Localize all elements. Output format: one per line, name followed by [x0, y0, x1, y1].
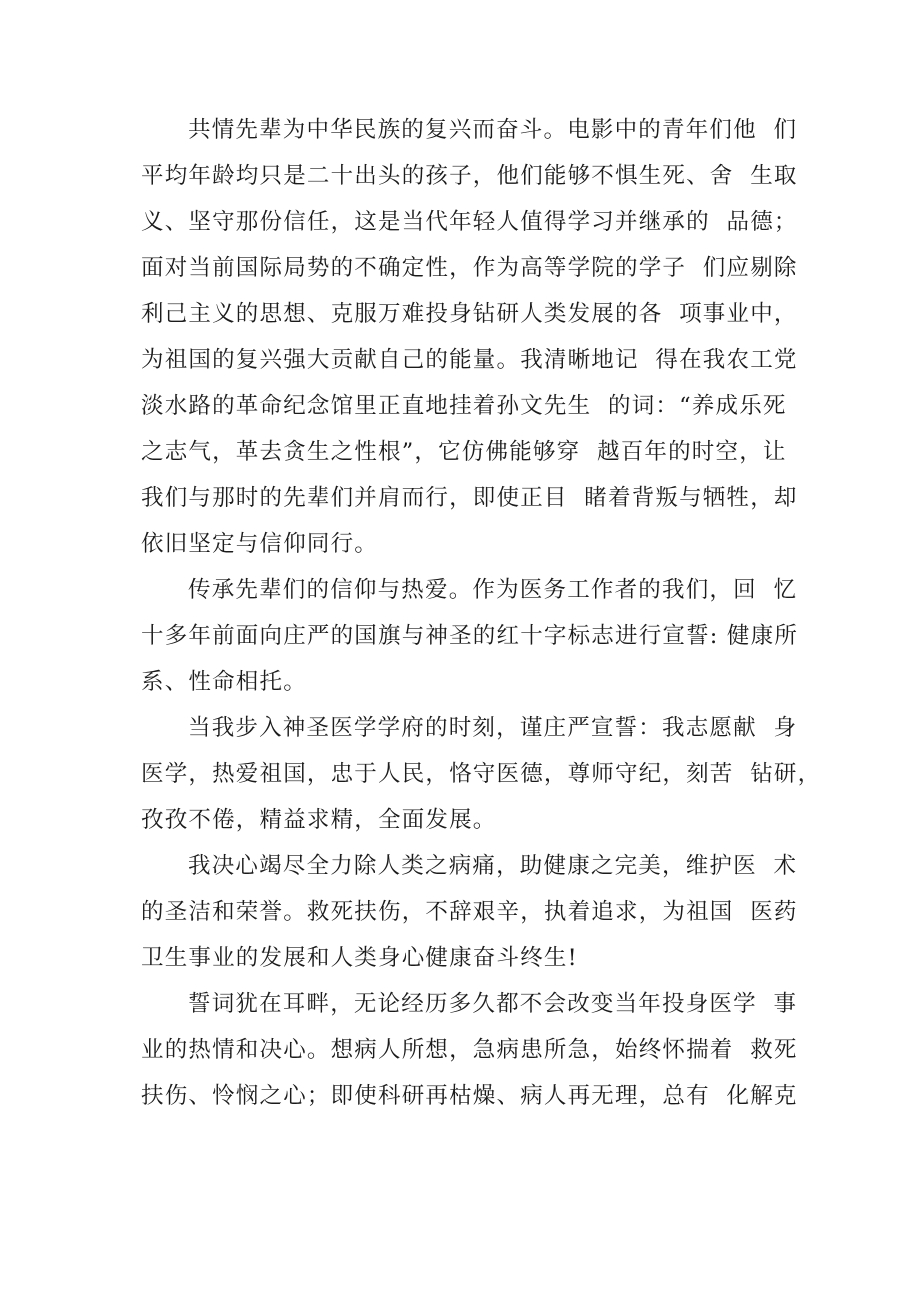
text-line: 依旧坚定与信仰同行。 — [141, 531, 379, 557]
text-line: 医学，热爱祖国，忠于人民，恪守医德，尊师守纪，刻苦 钻研， — [141, 761, 822, 787]
text-line: 面对当前国际局势的不确定性，作为高等学院的学子 们应剔除 — [141, 255, 798, 281]
text-line: 义、坚守那份信任，这是当代年轻人值得学习并继承的 品德； — [141, 209, 798, 235]
text-line: 传承先辈们的信仰与热爱。作为医务工作者的我们，回 忆 — [188, 577, 798, 603]
text-line: 誓词犹在耳畔，无论经历多久都不会改变当年投身医学 事 — [188, 991, 798, 1017]
text-line: 我们与那时的先辈们并肩而行，即使正目 睹着背叛与牺牲，却 — [141, 485, 798, 511]
text-line: 扶伤、怜悯之心；即使科研再枯燥、病人再无理，总有 化解克 — [141, 1083, 798, 1109]
text-line: 我决心竭尽全力除人类之病痛，助健康之完美，维护医 术 — [188, 853, 798, 879]
text-line: 的圣洁和荣誉。救死扶伤，不辞艰辛，执着追求，为祖国 医药 — [141, 899, 798, 925]
text-line: 为祖国的复兴强大贡献自己的能量。我清晰地记 得在我农工党 — [141, 347, 798, 373]
text-line: 卫生事业的发展和人类身心健康奋斗终生! — [141, 945, 578, 971]
text-line: 系、性命相托。 — [141, 669, 307, 695]
text-line: 之志气，革去贪生之性根”，它仿佛能够穿 越百年的时空，让 — [141, 439, 787, 465]
text-line: 共情先辈为中华民族的复兴而奋斗。电影中的青年们他 们 — [188, 117, 798, 143]
text-line: 平均年龄均只是二十出头的孩子，他们能够不惧生死、舍 生取 — [141, 163, 798, 189]
text-line: 当我步入神圣医学学府的时刻，谨庄严宣誓：我志愿献 身 — [188, 715, 798, 741]
text-line: 十多年前面向庄严的国旗与神圣的红十字标志进行宣誓: 健康所 — [141, 623, 799, 649]
text-line: 业的热情和决心。想病人所想，急病患所急，始终怀揣着 救死 — [141, 1037, 798, 1063]
text-line: 利己主义的思想、克服万难投身钻研人类发展的各 项事业中， — [141, 301, 798, 327]
text-line: 孜孜不倦，精益求精，全面发展。 — [141, 807, 497, 833]
text-line: 淡水路的革命纪念馆里正直地挂着孙文先生 的词：“养成乐死 — [141, 393, 787, 419]
